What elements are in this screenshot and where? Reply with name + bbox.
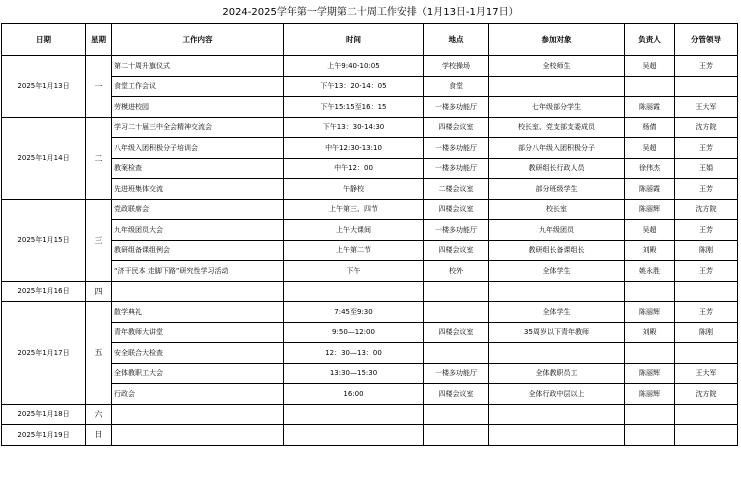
activity-cell: 先进班集体交流	[112, 179, 284, 200]
time-cell	[284, 404, 424, 425]
table-row	[2, 384, 738, 405]
weekday-cell: 三	[86, 199, 112, 281]
table-row	[2, 199, 738, 220]
schedule-body	[2, 56, 738, 446]
weekday-cell: 五	[86, 302, 112, 405]
header-weekday: 星期	[86, 24, 112, 56]
place-cell: 一楼多功能厅	[424, 220, 489, 241]
participants-cell	[489, 281, 625, 302]
date-cell: 2025年1月19日	[2, 425, 86, 446]
owner-cell	[625, 425, 675, 446]
participants-cell: 校长室	[489, 199, 625, 220]
time-cell: 午静校	[284, 179, 424, 200]
leader-cell: 陈刚	[675, 240, 738, 261]
place-cell	[424, 404, 489, 425]
activity-cell	[112, 404, 284, 425]
participants-cell: 教研组长行政人员	[489, 158, 625, 179]
date-cell: 2025年1月16日	[2, 281, 86, 302]
activity-cell: 教研组备课组例会	[112, 240, 284, 261]
time-cell: 7:45至9:30	[284, 302, 424, 323]
header-place: 地点	[424, 24, 489, 56]
table-row	[2, 425, 738, 446]
leader-cell: 沈方院	[675, 117, 738, 138]
owner-cell	[625, 76, 675, 97]
owner-cell: 刘殿	[625, 240, 675, 261]
owner-cell: 吴超	[625, 138, 675, 159]
activity-cell: 安全联合大检查	[112, 343, 284, 364]
participants-cell: 全校师生	[489, 56, 625, 77]
header-content: 工作内容	[112, 24, 284, 56]
leader-cell: 王芳	[675, 220, 738, 241]
place-cell: 一楼多功能厅	[424, 363, 489, 384]
time-cell: 下午15:15至16：15	[284, 97, 424, 118]
place-cell	[424, 343, 489, 364]
time-cell: 上午第二节	[284, 240, 424, 261]
leader-cell: 王芳	[675, 302, 738, 323]
table-row	[2, 158, 738, 179]
date-cell: 2025年1月13日	[2, 56, 86, 118]
participants-cell	[489, 425, 625, 446]
activity-cell: 学习二十届三中全会精神交流会	[112, 117, 284, 138]
participants-cell	[489, 343, 625, 364]
participants-cell: 部分八年级入团积极分子	[489, 138, 625, 159]
participants-cell: 全体教职员工	[489, 363, 625, 384]
participants-cell: 九年级团员	[489, 220, 625, 241]
leader-cell: 王大军	[675, 97, 738, 118]
date-cell: 2025年1月15日	[2, 199, 86, 281]
leader-cell: 沈方院	[675, 384, 738, 405]
owner-cell: 陈丽辉	[625, 384, 675, 405]
participants-cell: 校长室、党支部支委成员	[489, 117, 625, 138]
place-cell: 一楼多功能厅	[424, 138, 489, 159]
owner-cell	[625, 404, 675, 425]
place-cell: 四楼会议室	[424, 199, 489, 220]
owner-cell: 吴超	[625, 56, 675, 77]
participants-cell	[489, 404, 625, 425]
header-date: 日期	[2, 24, 86, 56]
activity-cell: “济干民本 走脚下路”研究性学习活动	[112, 261, 284, 282]
date-cell: 2025年1月17日	[2, 302, 86, 405]
time-cell: 12：30—13：00	[284, 343, 424, 364]
place-cell: 四楼会议室	[424, 240, 489, 261]
owner-cell	[625, 281, 675, 302]
activity-cell: 全体教职工大会	[112, 363, 284, 384]
table-row	[2, 220, 738, 241]
leader-cell	[675, 343, 738, 364]
activity-cell: 行政会	[112, 384, 284, 405]
participants-cell: 七年级部分学生	[489, 97, 625, 118]
table-row	[2, 240, 738, 261]
owner-cell: 吴超	[625, 220, 675, 241]
time-cell: 下午13：30-14:30	[284, 117, 424, 138]
weekday-cell: 二	[86, 117, 112, 199]
leader-cell: 王娟	[675, 158, 738, 179]
leader-cell	[675, 281, 738, 302]
leader-cell: 沈方院	[675, 199, 738, 220]
leader-cell	[675, 404, 738, 425]
schedule-table	[1, 23, 738, 446]
header-time: 时间	[284, 24, 424, 56]
place-cell	[424, 281, 489, 302]
header-leader: 分管领导	[675, 24, 738, 56]
time-cell: 9:50—12:00	[284, 322, 424, 343]
time-cell: 中午12:30-13:10	[284, 138, 424, 159]
time-cell: 中午12：00	[284, 158, 424, 179]
weekday-cell: 日	[86, 425, 112, 446]
leader-cell	[675, 425, 738, 446]
place-cell: 四楼会议室	[424, 117, 489, 138]
place-cell	[424, 302, 489, 323]
place-cell: 学校操场	[424, 56, 489, 77]
activity-cell: 青年教师大讲堂	[112, 322, 284, 343]
weekday-cell: 六	[86, 404, 112, 425]
activity-cell: 教案检查	[112, 158, 284, 179]
date-cell: 2025年1月18日	[2, 404, 86, 425]
leader-cell: 陈刚	[675, 322, 738, 343]
place-cell: 四楼会议室	[424, 384, 489, 405]
owner-cell: 姚永胜	[625, 261, 675, 282]
place-cell: 四楼会议室	[424, 322, 489, 343]
owner-cell	[625, 343, 675, 364]
table-row	[2, 302, 738, 323]
place-cell: 一楼多功能厅	[424, 158, 489, 179]
leader-cell: 王芳	[675, 261, 738, 282]
table-row	[2, 343, 738, 364]
time-cell: 16:00	[284, 384, 424, 405]
place-cell: 校外	[424, 261, 489, 282]
activity-cell	[112, 425, 284, 446]
header-row	[2, 24, 738, 56]
time-cell: 13:30—15:30	[284, 363, 424, 384]
participants-cell: 教研组长备课组长	[489, 240, 625, 261]
time-cell	[284, 425, 424, 446]
activity-cell: 九年级团员大会	[112, 220, 284, 241]
date-cell: 2025年1月14日	[2, 117, 86, 199]
leader-cell	[675, 76, 738, 97]
owner-cell: 刘殿	[625, 322, 675, 343]
place-cell	[424, 425, 489, 446]
table-row	[2, 404, 738, 425]
leader-cell: 王芳	[675, 56, 738, 77]
activity-cell: 食堂工作会议	[112, 76, 284, 97]
page-title: 2024-2025学年第一学期第二十周工作安排（1月13日-1月17日）	[222, 7, 519, 18]
table-row	[2, 56, 738, 77]
leader-cell: 王芳	[675, 179, 738, 200]
place-cell: 食堂	[424, 76, 489, 97]
place-cell: 二楼会议室	[424, 179, 489, 200]
table-row	[2, 76, 738, 97]
table-row	[2, 97, 738, 118]
table-row	[2, 179, 738, 200]
time-cell: 下午13：20-14：05	[284, 76, 424, 97]
participants-cell: 35周岁以下青年教师	[489, 322, 625, 343]
participants-cell: 全体学生	[489, 302, 625, 323]
table-row	[2, 117, 738, 138]
owner-cell: 陈丽辉	[625, 199, 675, 220]
owner-cell: 陈丽辉	[625, 363, 675, 384]
participants-cell: 全体行政中层以上	[489, 384, 625, 405]
table-row	[2, 322, 738, 343]
participants-cell: 部分班级学生	[489, 179, 625, 200]
time-cell	[284, 281, 424, 302]
time-cell: 上午9:40-10:05	[284, 56, 424, 77]
weekday-cell: 四	[86, 281, 112, 302]
activity-cell	[112, 281, 284, 302]
owner-cell: 陈丽辉	[625, 302, 675, 323]
owner-cell: 陈丽霞	[625, 97, 675, 118]
owner-cell: 陈丽霞	[625, 179, 675, 200]
leader-cell: 王芳	[675, 138, 738, 159]
leader-cell: 王大军	[675, 363, 738, 384]
activity-cell: 散学典礼	[112, 302, 284, 323]
activity-cell: 劳模进校园	[112, 97, 284, 118]
owner-cell: 杨倩	[625, 117, 675, 138]
participants-cell	[489, 76, 625, 97]
time-cell: 上午大课间	[284, 220, 424, 241]
owner-cell: 徐伟杰	[625, 158, 675, 179]
table-row	[2, 138, 738, 159]
header-owner: 负责人	[625, 24, 675, 56]
activity-cell: 党政联席会	[112, 199, 284, 220]
time-cell: 下午	[284, 261, 424, 282]
table-row	[2, 261, 738, 282]
header-participants: 参加对象	[489, 24, 625, 56]
table-row	[2, 363, 738, 384]
participants-cell: 全体学生	[489, 261, 625, 282]
activity-cell: 八年级入团积极分子培训会	[112, 138, 284, 159]
place-cell: 一楼多功能厅	[424, 97, 489, 118]
time-cell: 上午第三、四节	[284, 199, 424, 220]
weekday-cell: 一	[86, 56, 112, 118]
activity-cell: 第二十周升旗仪式	[112, 56, 284, 77]
table-row	[2, 281, 738, 302]
